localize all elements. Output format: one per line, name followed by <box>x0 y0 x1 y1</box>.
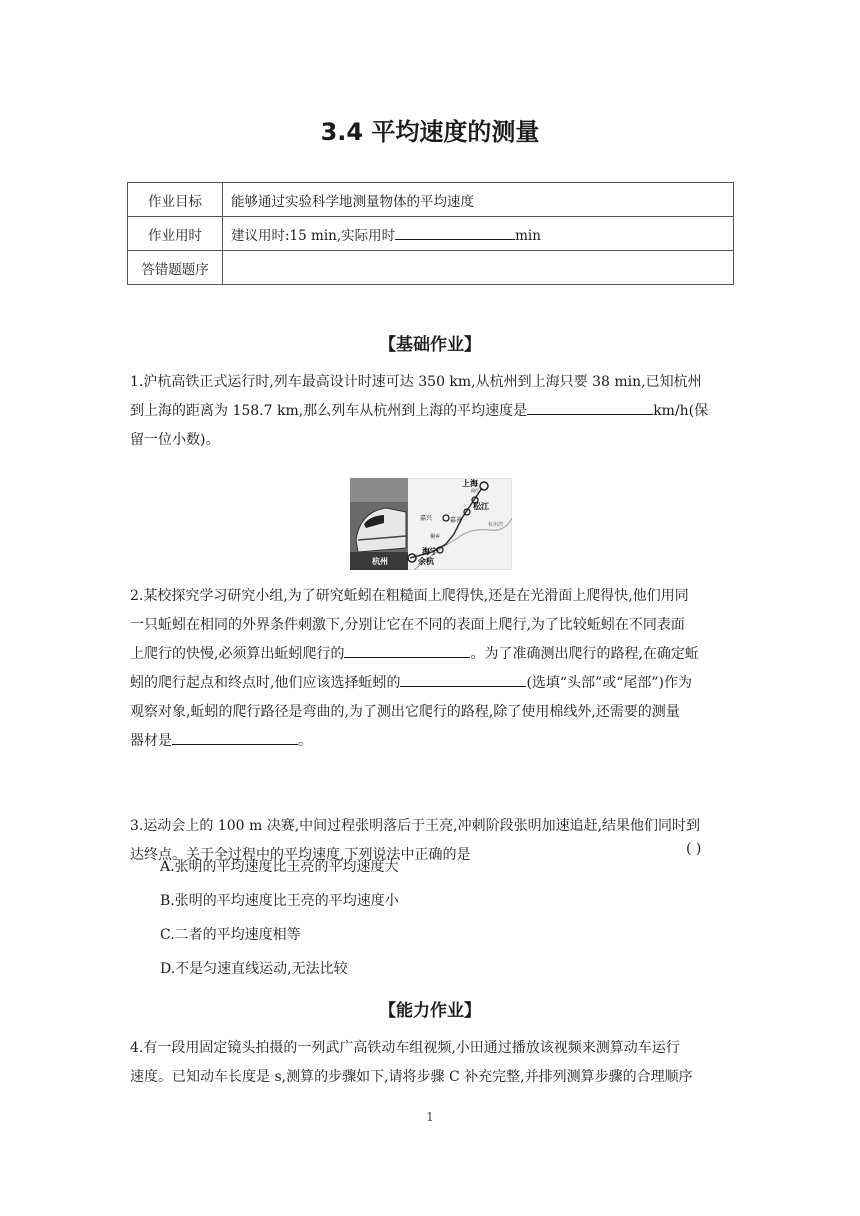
map-label-minhang: 闵行 <box>471 488 479 493</box>
row-key: 作业目标 <box>128 183 223 217</box>
map-label-yuhang: 余杭 <box>418 557 434 566</box>
assignment-info-table <box>127 182 734 285</box>
answer-blank[interactable] <box>172 730 298 745</box>
option-b[interactable]: B.张明的平均速度比王亮的平均速度小 <box>160 893 399 909</box>
row-key: 作业用时 <box>128 217 223 251</box>
answer-parentheses[interactable]: ( ) <box>686 841 702 857</box>
question-1 <box>130 368 730 455</box>
text-span: km/h(保 <box>653 403 709 419</box>
text-span: 。为了准确测出爬行的路程,在确定蚯 <box>470 646 699 662</box>
option-a[interactable]: A.张明的平均速度比王亮的平均速度大 <box>160 859 399 875</box>
answer-blank[interactable] <box>527 400 653 415</box>
text-span: (选填“头部”或“尾部”)作为 <box>526 675 693 691</box>
question-text-line: 2.某校探究学习研究小组,为了研究蚯蚓在粗糙面上爬得快,还是在光滑面上爬得快,他们用同 <box>130 588 689 604</box>
answer-blank[interactable] <box>400 672 526 687</box>
table-row <box>128 217 734 251</box>
text-span: 蚓的爬行起点和终点时,他们应该选择蚯蚓的 <box>130 675 401 691</box>
row-value[interactable] <box>223 251 734 285</box>
question-2 <box>130 582 730 756</box>
map-label-tongxiang: 桐乡 <box>430 534 441 540</box>
question-text-line: 达终点。关于全过程中的平均速度,下列说法中正确的是 <box>130 847 471 863</box>
question-text-line: 速度。已知动车长度是 s,测算的步骤如下,请将步骤 C 补充完整,并排列测算步骤的合理顺序 <box>130 1069 693 1085</box>
map-label-hangzhou: 杭州 <box>372 557 388 566</box>
question-text-line: 1.沪杭高铁正式运行时,列车最高设计时速可达 350 km,从杭州到上海只要 38 min,已知杭州 <box>130 374 702 390</box>
question-4 <box>130 1034 730 1092</box>
map-label-shanghai: 上海 <box>462 479 478 488</box>
text-span: 到上海的距离为 158.7 km,那么列车从杭州到上海的平均速度是 <box>130 403 528 419</box>
question-text-line <box>130 669 730 698</box>
map-label-jiaxing: 嘉兴 <box>420 515 433 522</box>
text-span: 上爬行的快慢,必须算出蚯蚓爬行的 <box>130 646 345 662</box>
text-span: 。 <box>298 733 312 749</box>
option-d[interactable]: D.不是匀速直线运动,无法比较 <box>160 961 348 977</box>
question-text-line <box>130 727 730 756</box>
row-key: 答错题题序 <box>128 251 223 285</box>
page-title: 3.4 平均速度的测量 <box>320 118 540 146</box>
table-row <box>128 251 734 285</box>
train-route-map-figure <box>350 478 512 570</box>
question-text-line: 观察对象,蚯蚓的爬行路径是弯曲的,为了测出它爬行的路程,除了使用棉线外,还需要的测量 <box>130 704 680 720</box>
question-text-line: 留一位小数)。 <box>130 432 220 448</box>
section-heading-ability: 【能力作业】 <box>379 1001 481 1021</box>
question-text-line: 3.运动会上的 100 m 决赛,中间过程张明落后于王亮,冲刺阶段张明加速追赶,结果他们同时到 <box>130 818 701 834</box>
row-value: 能够通过实验科学地测量物体的平均速度 <box>223 183 734 217</box>
table-row <box>128 183 734 217</box>
page-number: 1 <box>426 1110 434 1124</box>
text-span: 器材是 <box>130 733 172 749</box>
suggested-time-text: 建议用时:15 min,实际用时 <box>231 227 396 244</box>
question-text-line: 一只蚯蚓在相同的外界条件刺激下,分别让它在不同的表面上爬行,为了比较蚯蚓在不同表面 <box>130 617 685 633</box>
map-label-haining: 海宁 <box>422 547 438 556</box>
map-label-hangzhouwan: 杭州湾 <box>488 522 504 528</box>
section-heading-basic: 【基础作业】 <box>379 335 481 355</box>
row-value <box>223 217 734 251</box>
question-text-line <box>130 397 730 426</box>
option-c[interactable]: C.二者的平均速度相等 <box>160 927 301 943</box>
train-photo-sky <box>350 478 408 502</box>
time-unit: min <box>515 227 541 244</box>
map-label-jiashan: 嘉善 <box>450 517 463 524</box>
map-label-songjiang: 松江 <box>473 502 489 511</box>
actual-time-blank[interactable] <box>395 225 515 240</box>
question-text-line: 4.有一段用固定镜头拍摄的一列武广高铁动车组视频,小田通过播放该视频来测算动车运行 <box>130 1040 680 1056</box>
answer-blank[interactable] <box>344 643 470 658</box>
question-text-line <box>130 640 730 669</box>
